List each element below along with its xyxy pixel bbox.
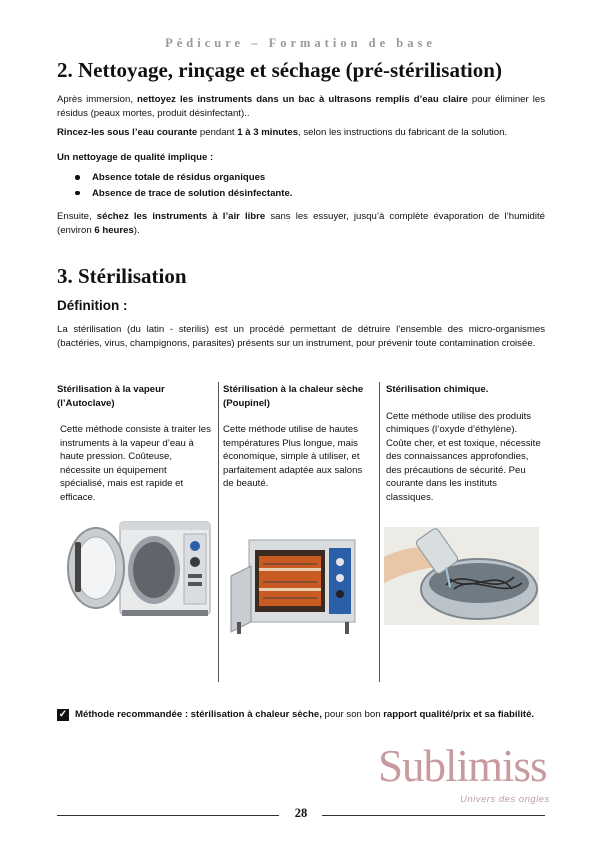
logo-wordmark: Sublimiss	[378, 741, 547, 791]
definition-text: La stérilisation (du latin - sterilis) est un procédé permettant de détruire l’ensemble des micro-organismes (bactéries, virus, champignons, parasites) présents sur un instrument, pour prévenir toute contamination croisée.	[57, 324, 545, 349]
autoclave-image	[62, 512, 212, 620]
checkbox-checked-icon: ✓	[58, 708, 68, 720]
footer-divider-left	[57, 815, 279, 816]
section-2-title: 2. Nettoyage, rinçage et séchage (pré-stérilisation)	[57, 58, 502, 82]
method-title: Stérilisation chimique.	[386, 384, 489, 395]
poupinel-image	[229, 536, 359, 636]
method-description: Cette méthode utilise de hautes températures Plus longue, mais économique, simple à utiliser, et parfaitement adaptée aux salons de beauté.	[223, 424, 363, 489]
page-number: 28	[294, 806, 308, 820]
section-2-paragraph-1: Après immersion, nettoyez les instruments dans un bac à ultrasons remplis d’eau claire pour éliminer les résidus (peaux mortes, produit désinfectant)..	[57, 94, 545, 119]
method-description: Cette méthode utilise des produits chimiques (l’oxyde d’éthylène). Coûte cher, et est toxique, nécessite des connaissances approfondies, des précautions de sécurité. Peu courante dans les instituts classiques.	[386, 410, 541, 503]
section-2-paragraph-2: Rincez-les sous l’eau courante pendant 1 à 3 minutes, selon les instructions du fabricant de la solution.	[57, 127, 508, 138]
method-column-dry-heat	[218, 382, 374, 682]
recommended-method: ✓ Méthode recommandée : stérilisation à chaleur sèche, pour son bon rapport qualité/prix et sa fiabilité.	[58, 708, 535, 720]
method-description: Cette méthode consiste à traiter les instruments à la vapeur d’eau à haute pression. Coûteuse, nécessite un équipement spécialisé, mais est rapide et efficace.	[60, 424, 211, 503]
running-header: Pédicure – Formation de base	[165, 36, 436, 50]
list-item: Absence totale de résidus organiques	[73, 170, 292, 186]
quality-criteria-list	[73, 170, 292, 201]
chemical-sterilization-image	[384, 527, 539, 625]
section-2-paragraph-4: Ensuite, séchez les instruments à l’air libre sans les essuyer, jusqu’à complète évaporation de l’humidité (environ 6 heures).	[57, 211, 545, 236]
section-3-title: 3. Stérilisation	[57, 264, 187, 288]
method-title: Stérilisation à la vapeur (l’Autoclave)	[57, 384, 165, 409]
brand-logo	[378, 740, 568, 815]
logo-tagline: Univers des ongles	[460, 794, 550, 805]
footer-divider-right	[322, 815, 545, 816]
list-item: Absence de trace de solution désinfectante.	[73, 186, 292, 202]
quality-criteria-intro: Un nettoyage de qualité implique :	[57, 152, 214, 163]
method-title: Stérilisation à la chaleur sèche (Poupinel)	[223, 384, 364, 409]
definition-title: Définition :	[57, 298, 128, 313]
